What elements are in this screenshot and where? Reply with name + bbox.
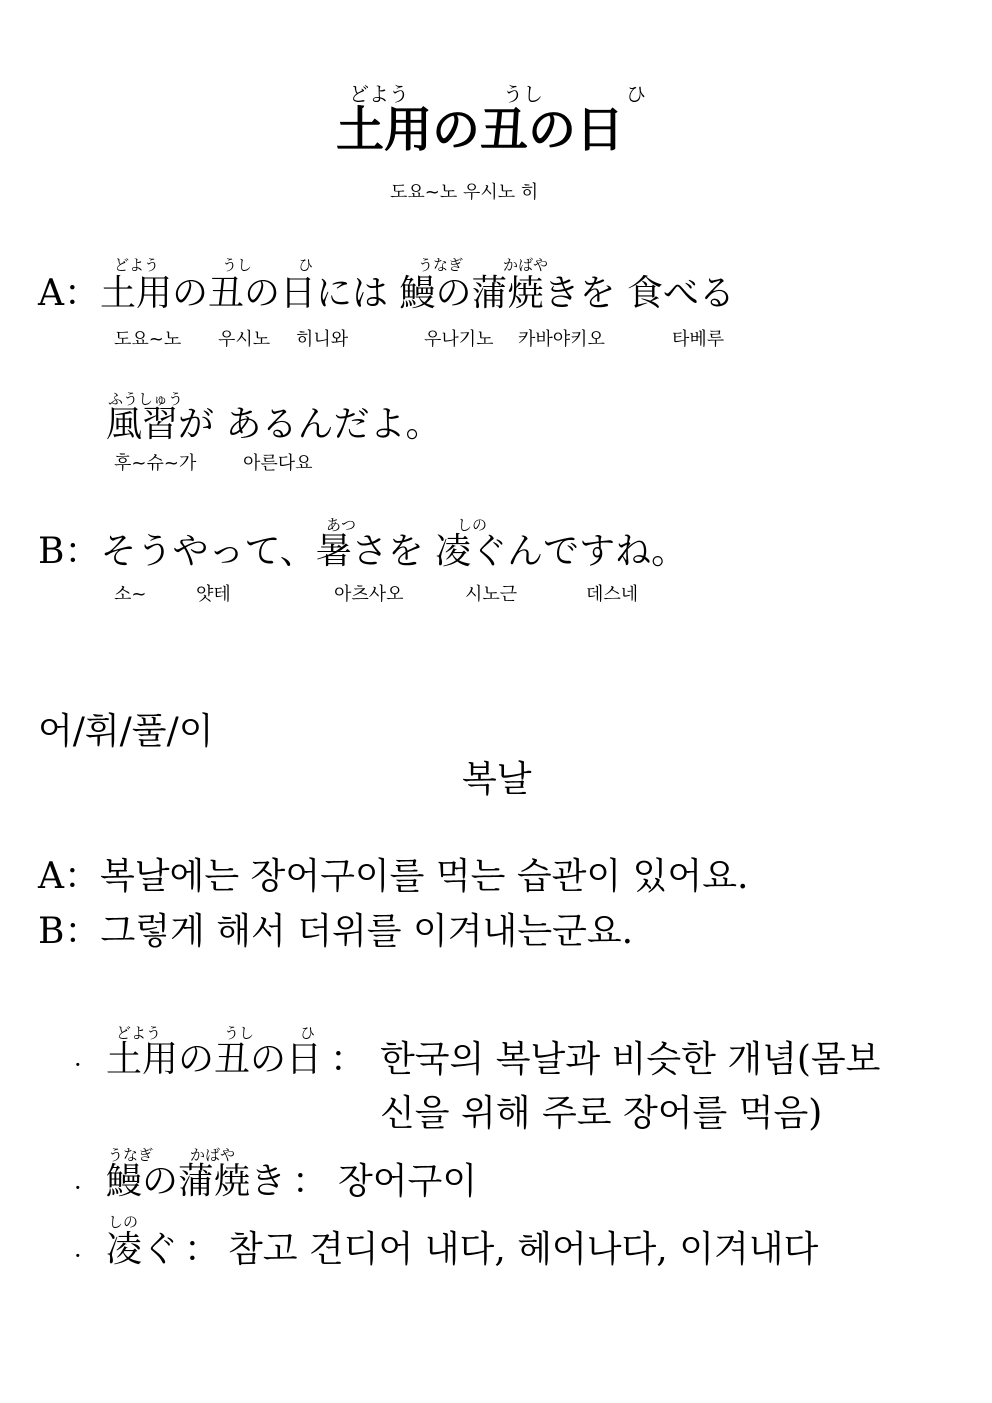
korean-dialogue-a: A：복날에는 장어구이를 먹는 습관이 있어요.	[38, 856, 749, 897]
reading-b-2: 얏테	[196, 584, 231, 605]
reading-b-3: 아츠사오	[334, 584, 404, 605]
vocab2-term: 鰻の蒲焼き	[106, 1161, 287, 1202]
vocab3-definition: 참고 견디어 내다, 헤어나다, 이겨내다	[228, 1229, 819, 1270]
reading-a1-2: 우시노	[218, 329, 271, 350]
reading-a1-4: 우나기노	[424, 329, 494, 350]
vocab2-definition: 장어구이	[338, 1161, 478, 1202]
ruby-a1-doyou: どよう	[114, 256, 160, 274]
vocab3-term: 凌ぐ	[106, 1229, 179, 1270]
vocab1-ruby-hi: ひ	[300, 1024, 316, 1042]
vocab1-definition-line-2: 신을 위해 주로 장어를 먹음)	[380, 1093, 823, 1134]
ruby-a1-unagi: うなぎ	[418, 256, 464, 274]
reading-b-4: 시노근	[465, 584, 518, 605]
ruby-a1-hi: ひ	[298, 256, 314, 274]
reading-b-5: 데스네	[586, 584, 639, 605]
reading-a2-2: 아른다요	[243, 453, 313, 474]
ruby-a1-kabaya: かばや	[503, 256, 549, 274]
ruby-b-atsu: あつ	[326, 516, 357, 534]
vocab2-ruby-unagi: うなぎ	[108, 1146, 154, 1164]
vocab1-ruby-doyou: どよう	[116, 1024, 162, 1042]
title-ruby-ushi: うし	[503, 82, 543, 106]
reading-a1-3: 히니와	[296, 329, 349, 350]
ruby-b-shino: しの	[457, 516, 488, 534]
ruby-a1-ushi: うし	[222, 256, 253, 274]
reading-a2-1: 후~슈~가	[114, 453, 197, 474]
page-title: 土用の丑の日	[336, 102, 625, 158]
vocab3-ruby-shino: しの	[108, 1213, 139, 1231]
vocab3-separator: ：	[184, 1229, 221, 1270]
vocab1-ruby-ushi: うし	[224, 1024, 255, 1042]
vocab-bullet-3: ·	[74, 1242, 82, 1270]
vocab2-separator: ：	[292, 1161, 329, 1202]
reading-a1-5: 카바야키오	[518, 329, 605, 350]
reading-a1-1: 도요~노	[114, 329, 182, 350]
vocab2-ruby-kabaya: かばや	[190, 1146, 236, 1164]
reading-b-1: 소~	[114, 584, 147, 605]
title-ruby-hi: ひ	[626, 82, 646, 106]
dialogue-a-line-1: A：土用の丑の日には 鰻の蒲焼きを 食べる	[38, 273, 735, 314]
dialogue-a-line-2: 風習が あるんだよ。	[106, 404, 442, 445]
vocab-bullet-2: ·	[74, 1174, 82, 1202]
dialogue-b-line-1: B：そうやって、暑さを 凌ぐんですね。	[38, 531, 688, 572]
reading-a1-6: 타베루	[672, 329, 725, 350]
vocab1-definition-line-1: 한국의 복날과 비슷한 개념(몸보	[380, 1039, 881, 1080]
vocab1-separator: ：	[330, 1039, 367, 1080]
title-reading: 도요~노 우시노 히	[390, 182, 539, 203]
title-ruby-doyou: どよう	[349, 82, 409, 106]
korean-dialogue-b: B：그렇게 해서 더위를 이겨내는군요.	[38, 911, 634, 952]
ruby-a2-fuushuu: ふうしゅう	[108, 390, 184, 408]
vocab-heading: 어/휘/풀/이	[38, 711, 214, 752]
korean-title: 복날	[462, 759, 532, 800]
vocab-bullet-1: ·	[74, 1051, 82, 1079]
vocab1-term: 土用の丑の日	[106, 1039, 323, 1080]
